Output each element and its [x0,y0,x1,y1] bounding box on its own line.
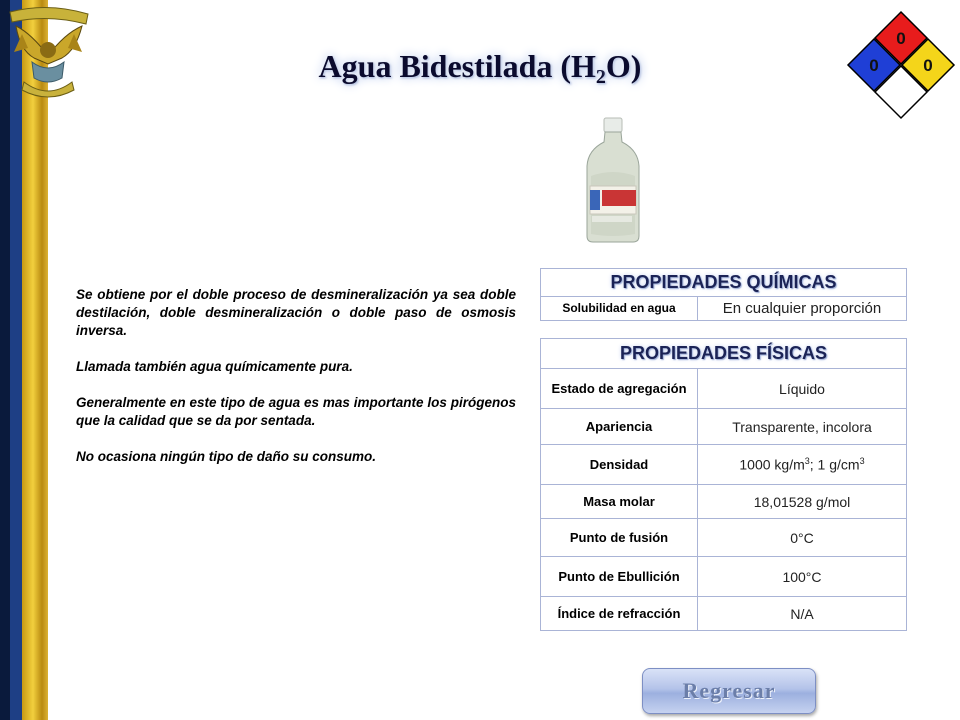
description-paragraph: Llamada también agua químicamente pura. [76,359,353,374]
boiling-point-value: 100°C [698,557,907,597]
density-value: 1000 $kg/m^3$; 1 $g/cm^3$ [698,445,907,485]
water-bottle-image [582,116,644,244]
nfpa-flammability-value: 0 [896,29,906,48]
molar-mass-label: Masa molar [541,485,698,519]
description-paragraph: No ocasiona ningún tipo de daño su consumo. [76,449,377,464]
description-paragraph: Generalmente en este tipo de agua es mas importante los pirógenos que la calidad que se da por sentada. [76,395,516,428]
melting-point-value: 0°C [698,519,907,557]
chemical-properties-table [540,268,907,321]
refractive-index-value: N/A [698,597,907,631]
nfpa-reactivity-value: 0 [923,56,933,75]
page-title: Agua Bidestilada $(H_2O)$ [318,48,642,88]
solubility-label: Solubilidad en agua [541,297,698,321]
nfpa-health-value: 0 [869,56,879,75]
chemical-properties-header: PROPIEDADES QUÍMICAS [541,269,907,297]
appearance-value: Transparente, incolora [698,409,907,445]
physical-properties-table [540,338,907,631]
melting-point-label: Punto de fusión [541,519,698,557]
state-label: Estado de agregación [541,369,698,409]
appearance-label: Apariencia [541,409,698,445]
refractive-index-label: Índice de refracción [541,597,698,631]
molar-mass-value: 18,01528 g/mol [698,485,907,519]
boiling-point-label: Punto de Ebullición [541,557,698,597]
physical-properties-header: PROPIEDADES FÍSICAS [541,339,907,369]
density-label: Densidad [541,445,698,485]
back-button[interactable]: Regresar [642,668,816,714]
state-value: Líquido [698,369,907,409]
description-text [76,286,516,484]
decorative-side-bar [0,0,48,720]
description-paragraph: Se obtiene por el doble proceso de desmineralización ya sea doble destilación, doble desmineralización o doble paso de osmosis inversa. [76,287,516,338]
nfpa-hazard-diamond [846,10,956,122]
solubility-value: En cualquier proporción [698,297,907,321]
